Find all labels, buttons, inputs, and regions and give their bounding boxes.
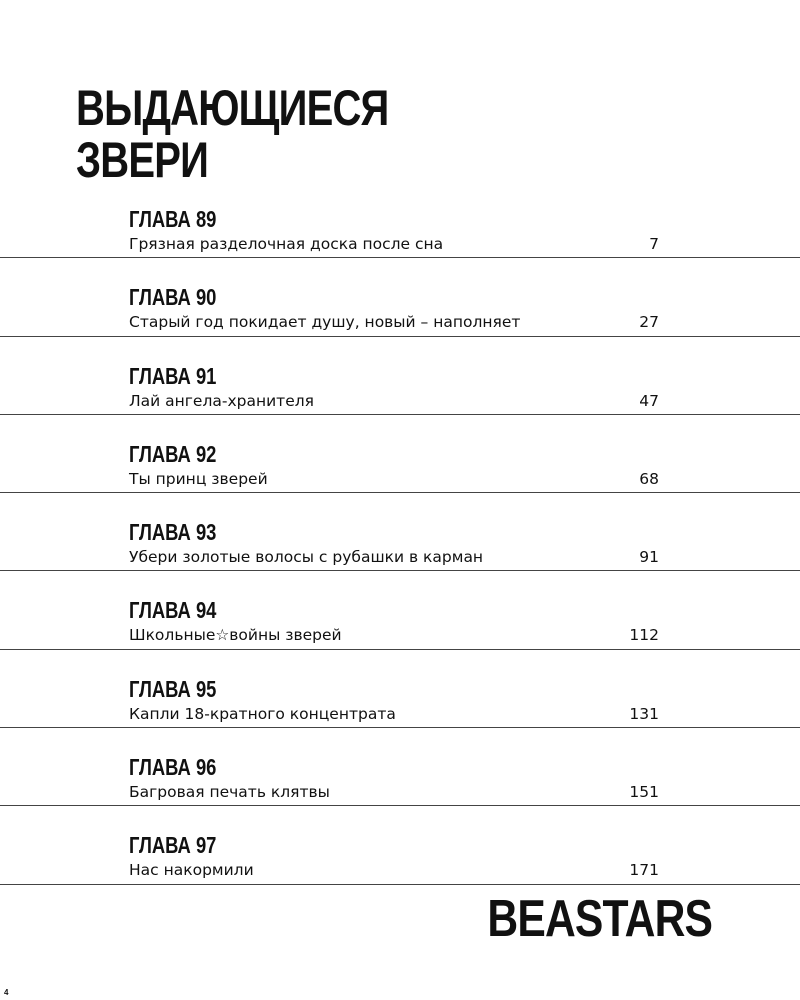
chapter-number: ГЛАВА 95 <box>129 675 217 702</box>
chapter-title: Школьные☆войны зверей <box>129 626 342 645</box>
chapter-title: Лай ангела-хранителя <box>129 391 314 410</box>
toc-entry <box>0 806 800 884</box>
page-number: 131 <box>629 704 659 723</box>
page-number: 68 <box>639 469 659 488</box>
page-number: 91 <box>639 548 659 567</box>
chapter-title: Нас накормили <box>129 861 254 880</box>
folio-number: 4 <box>4 988 9 997</box>
divider <box>0 884 800 885</box>
page-number: 171 <box>629 861 659 880</box>
chapter-number: ГЛАВА 97 <box>129 832 217 859</box>
chapter-number: ГЛАВА 89 <box>129 206 217 232</box>
title-line-2: ЗВЕРИ <box>76 132 209 188</box>
page-number: 47 <box>639 391 659 410</box>
page-number: 7 <box>649 235 659 253</box>
page-title <box>76 82 389 186</box>
series-logo: BEASTARS <box>487 890 712 948</box>
page-number: 27 <box>639 313 659 332</box>
toc-entry <box>0 493 800 571</box>
chapter-number: ГЛАВА 91 <box>129 362 217 389</box>
chapter-title: Грязная разделочная доска после сна <box>129 235 444 253</box>
chapter-number: ГЛАВА 93 <box>129 519 217 546</box>
toc-entry <box>0 650 800 728</box>
table-of-contents <box>0 180 800 885</box>
chapter-number: ГЛАВА 94 <box>129 597 217 624</box>
chapter-title: Капли 18-кратного концентрата <box>129 704 396 723</box>
toc-entry <box>0 571 800 649</box>
toc-entry <box>0 180 800 258</box>
chapter-title: Ты принц зверей <box>129 469 268 488</box>
toc-entry <box>0 415 800 493</box>
chapter-number: ГЛАВА 90 <box>129 284 217 311</box>
chapter-title: Старый год покидает душу, новый – наполняет <box>129 313 521 332</box>
page-number: 112 <box>629 626 659 645</box>
chapter-number: ГЛАВА 92 <box>129 440 217 467</box>
toc-entry <box>0 258 800 336</box>
chapter-title: Убери золотые волосы с рубашки в карман <box>129 548 484 567</box>
toc-entry <box>0 728 800 806</box>
page-number: 151 <box>629 783 659 802</box>
title-line-1: ВЫДАЮЩИЕСЯ <box>76 80 389 136</box>
toc-entry <box>0 337 800 415</box>
chapter-number: ГЛАВА 96 <box>129 754 217 781</box>
chapter-title: Багровая печать клятвы <box>129 783 330 802</box>
